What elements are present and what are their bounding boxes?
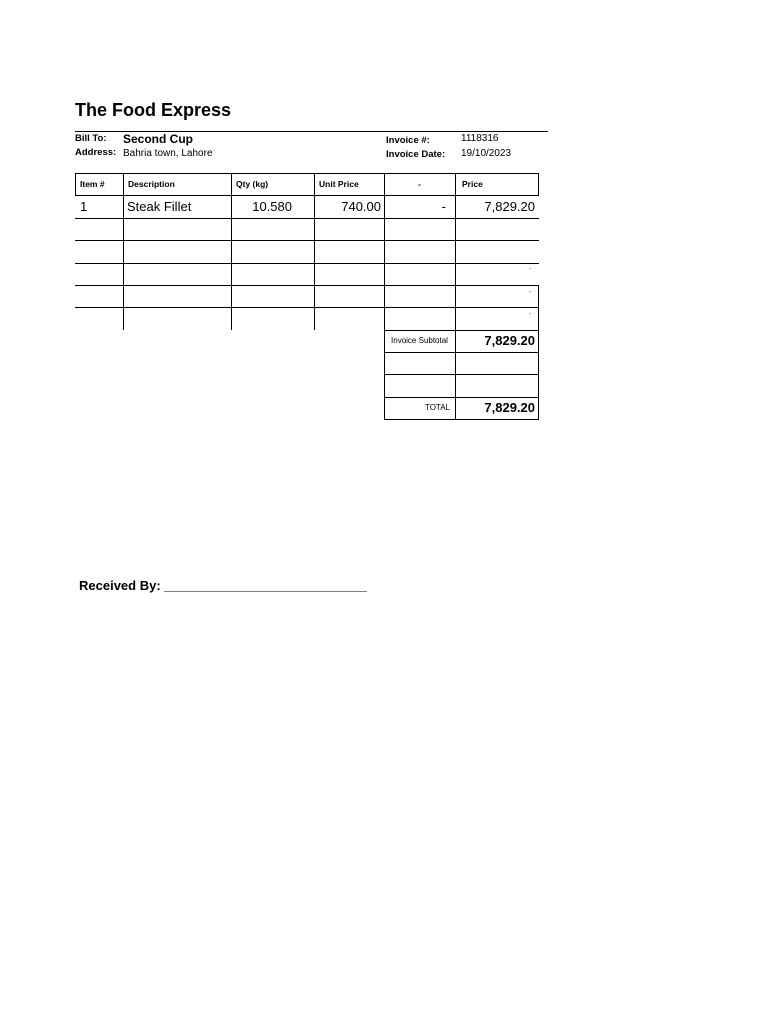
col-line-extra — [384, 196, 385, 419]
row-1-extra: - — [441, 199, 446, 214]
empty-price-mark-1: - — [529, 266, 532, 273]
total-label: TOTAL — [424, 403, 450, 412]
row-1-unit-price: 740.00 — [341, 199, 381, 214]
row-line-4 — [75, 285, 539, 286]
empty-price-mark-3: - — [529, 311, 532, 318]
invoice-date-label: Invoice Date: — [386, 149, 446, 160]
received-by-line: Received By: ____________________________ — [79, 578, 367, 593]
total-value: 7,829.20 — [484, 400, 535, 415]
row-1-description: Steak Fillet — [127, 199, 192, 214]
header-qty: Qty (kg) — [236, 179, 269, 189]
header-extra: - — [418, 179, 421, 189]
empty-price-mark-2: - — [529, 289, 532, 296]
row-line-5 — [75, 307, 539, 308]
row-1-item: 1 — [80, 199, 88, 214]
row-1-qty: 10.580 — [252, 199, 292, 214]
totals-line-5 — [384, 419, 539, 420]
subtotal-value: 7,829.20 — [484, 333, 535, 348]
header-description: Description — [128, 179, 175, 189]
row-1-price: 7,829.20 — [484, 199, 535, 214]
totals-line-2 — [384, 352, 539, 353]
invoice-date-value: 19/10/2023 — [461, 148, 512, 159]
header-item-number: Item # — [80, 179, 105, 189]
totals-line-3 — [384, 374, 539, 375]
row-line-3 — [75, 263, 539, 264]
header-price: Price — [462, 179, 483, 189]
address-value: Bahria town, Lahore — [123, 148, 213, 159]
address-label: Address: — [75, 147, 117, 158]
bill-to-value: Second Cup — [123, 132, 194, 146]
invoice-number-value: 1118316 — [461, 133, 499, 144]
col-line-price — [455, 196, 456, 419]
bill-to-label: Bill To: — [75, 133, 107, 144]
subtotal-label: Invoice Subtotal — [391, 336, 448, 345]
invoice-number-label: Invoice #: — [386, 135, 430, 146]
row-line-1 — [75, 218, 539, 219]
header-unit-price: Unit Price — [319, 179, 359, 189]
row-line-2 — [75, 240, 539, 241]
company-title: The Food Express — [75, 100, 232, 120]
